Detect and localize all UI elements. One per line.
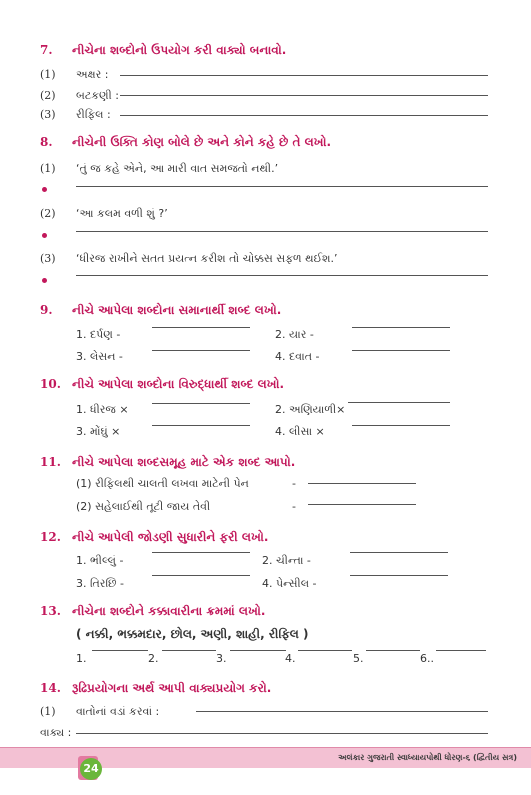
q13-slot-5-line[interactable] <box>366 650 420 651</box>
question-10-number: 10. <box>40 377 61 391</box>
q13-slot-1: 1. <box>76 652 87 665</box>
q10-item-3-answer-line[interactable] <box>152 425 250 426</box>
q9-item-1-answer-line[interactable] <box>152 327 250 328</box>
q13-slot-3-line[interactable] <box>230 650 286 651</box>
question-14-number: 14. <box>40 681 61 695</box>
q10-item-2-label: 2. અણિયાળી× <box>275 403 346 416</box>
question-7-number: 7. <box>40 43 53 57</box>
q13-slot-6: 6.. <box>420 652 434 665</box>
q13-slot-3: 3. <box>216 652 227 665</box>
q8-item-2-quote: ‘આ કલમ વળી શું ?’ <box>76 207 168 220</box>
q8-item-3-bullet <box>42 278 47 283</box>
question-12-number: 12. <box>40 530 61 544</box>
q10-item-2-answer-line[interactable] <box>348 402 450 403</box>
q7-item-2-answer-line[interactable] <box>120 95 488 96</box>
q8-item-1-quote: ‘તું જ કહે એને, આ મારી વાત સમજતો નથી.’ <box>76 162 279 175</box>
q10-item-4-label: 4. લીસા × <box>275 425 325 438</box>
q13-word-list: ( નક્કી, ભક્કમદાર, છોલ, અણી, શાહી, રીફિલ ) <box>76 627 309 641</box>
q13-slot-1-line[interactable] <box>92 650 148 651</box>
q14-item-1-label: વાતોનાં વડાં કરવાં : <box>76 705 160 718</box>
question-8-title: નીચેની ઉક્તિ કોણ બોલે છે અને કોને કહે છે તે લખો. <box>72 135 332 149</box>
q10-item-4-answer-line[interactable] <box>352 425 450 426</box>
question-10-title: નીચે આપેલા શબ્દોના વિરુદ્ધાર્થી શબ્દ લખો. <box>72 377 285 391</box>
q12-item-4-label: 4. પેન્સીલ - <box>262 577 317 590</box>
q11-item-1-label: (1) રીફિલથી ચાલતી લખવા માટેની પેન <box>76 477 249 490</box>
q7-item-1-answer-line[interactable] <box>120 75 488 76</box>
q8-item-3-quote: ‘ધીરજ રાખીને સતત પ્રયત્ન કરીશ તો ચોક્કસ સફળ થઈશ.’ <box>76 252 338 265</box>
question-11-number: 11. <box>40 455 61 469</box>
q8-item-2-bullet <box>42 233 47 238</box>
question-14-title: રૂઢિપ્રયોગના અર્થ આપી વાક્યપ્રયોગ કરો. <box>72 681 272 695</box>
q9-item-3-label: 3. લેસન - <box>76 350 123 363</box>
q8-item-1-number: (1) <box>40 162 56 175</box>
q8-item-1-bullet <box>42 187 47 192</box>
question-11-title: નીચે આપેલા શબ્દસમૂહ માટે એક શબ્દ આપો. <box>72 455 296 469</box>
q7-item-3-number: (3) <box>40 108 56 121</box>
q7-item-2-number: (2) <box>40 89 56 102</box>
q14-sentence-answer-line[interactable] <box>76 733 488 734</box>
q9-item-2-label: 2. યાર - <box>275 328 314 341</box>
q9-item-1-label: 1. દર્પણ - <box>76 328 121 341</box>
q8-item-1-answer-line[interactable] <box>76 186 488 187</box>
q9-item-4-answer-line[interactable] <box>352 350 450 351</box>
q9-item-2-answer-line[interactable] <box>352 327 450 328</box>
q10-item-1-label: 1. ધીરજ × <box>76 403 129 416</box>
book-title-footer: અલંકાર ગુજરાતી સ્વાધ્યાયપોથી ધોરણ-૬ (દ્વિતીય સત્ર) <box>338 753 517 762</box>
q7-item-3-label: રીફિલ : <box>76 108 111 121</box>
q13-slot-4: 4. <box>285 652 296 665</box>
q8-item-2-answer-line[interactable] <box>76 231 488 232</box>
q12-item-4-answer-line[interactable] <box>350 575 448 576</box>
q13-slot-5: 5. <box>353 652 364 665</box>
question-7-title: નીચેના શબ્દોનો ઉપયોગ કરી વાક્યો બનાવો. <box>72 43 287 57</box>
q11-item-2-answer-line[interactable] <box>308 504 416 505</box>
q12-item-1-answer-line[interactable] <box>152 552 250 553</box>
question-9-title: નીચે આપેલા શબ્દોના સમાનાર્થી શબ્દ લખો. <box>72 303 282 317</box>
question-8-number: 8. <box>40 135 53 149</box>
q14-item-1-answer-line[interactable] <box>196 711 488 712</box>
question-9-number: 9. <box>40 303 53 317</box>
q10-item-1-answer-line[interactable] <box>152 403 250 404</box>
q7-item-1-number: (1) <box>40 68 56 81</box>
q13-slot-6-line[interactable] <box>436 650 486 651</box>
question-12-title: નીચે આપેલી જોડણી સુધારીને ફરી લખો. <box>72 530 269 544</box>
q11-item-1-answer-line[interactable] <box>308 483 416 484</box>
q10-item-3-label: 3. મોંઘું × <box>76 425 121 438</box>
q9-item-3-answer-line[interactable] <box>152 350 250 351</box>
q9-item-4-label: 4. દવાત - <box>275 350 320 363</box>
q8-item-3-number: (3) <box>40 252 56 265</box>
q7-item-1-label: અક્ષર : <box>76 68 109 81</box>
q14-item-1-number: (1) <box>40 705 56 718</box>
q12-item-1-label: 1. ભીલ્લું - <box>76 554 124 567</box>
q12-item-2-answer-line[interactable] <box>350 552 448 553</box>
q11-item-2-dash: - <box>292 500 296 513</box>
page-number-badge: 24 <box>80 758 102 780</box>
q8-item-3-answer-line[interactable] <box>76 275 488 276</box>
q8-item-2-number: (2) <box>40 207 56 220</box>
q11-item-1-dash: - <box>292 477 296 490</box>
q11-item-2-label: (2) સહેલાઈથી તૂટી જાય તેવી <box>76 500 211 513</box>
question-13-number: 13. <box>40 604 61 618</box>
q12-item-3-label: 3. તિરછિ - <box>76 577 124 590</box>
q13-slot-2: 2. <box>148 652 159 665</box>
q7-item-2-label: બટકણી : <box>76 89 119 102</box>
q12-item-3-answer-line[interactable] <box>152 575 250 576</box>
q7-item-3-answer-line[interactable] <box>120 115 488 116</box>
q13-slot-4-line[interactable] <box>298 650 352 651</box>
q12-item-2-label: 2. ચીન્તા - <box>262 554 311 567</box>
q13-slot-2-line[interactable] <box>162 650 216 651</box>
q14-sentence-label: વાક્ય : <box>40 726 72 739</box>
question-13-title: નીચેના શબ્દોને કક્કાવારીના ક્રમમાં લખો. <box>72 604 266 618</box>
